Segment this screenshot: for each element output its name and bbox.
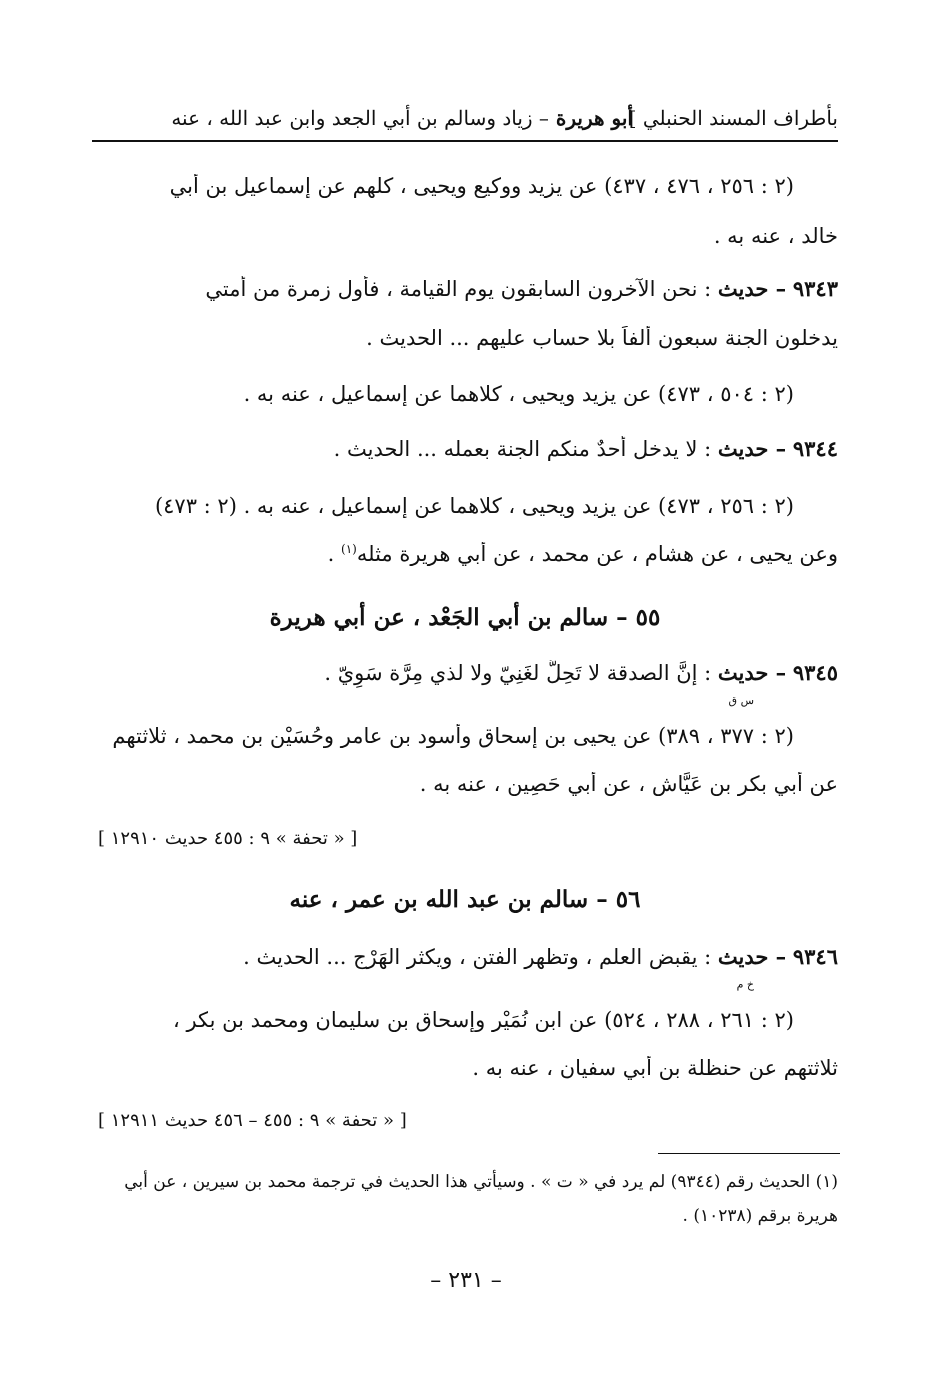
hadith-9343-line-1: [92, 276, 838, 301]
hadith-9345-reference-2: عن أبي بكر بن عَيَّاش ، عن أبي حَصِين ، عنه به .: [419, 772, 838, 796]
tuhfa-citation-9346: [ « تحفة » ٩ : ٤٥٥ – ٤٥٦ حديث ١٢٩١١ ]: [98, 1110, 407, 1131]
reference-end: .: [327, 542, 342, 566]
hadith-number: ٩٣٤٦: [792, 944, 838, 969]
top-reference-line-1: (٢ : ٢٥٦ ، ٤٧٦ ، ٤٣٧) عن يزيد ووكيع ويحيى ، كلهم عن إسماعيل بن أبي: [169, 174, 794, 198]
reference-text: وعن يحيى ، عن هشام ، عن محمد ، عن أبي هريرة مثله: [356, 542, 838, 566]
tuhfa-citation-9345: [ « تحفة » ٩ : ٤٥٥ حديث ١٢٩١٠ ]: [98, 828, 358, 849]
page-number: – ٢٣١ –: [430, 1268, 502, 1293]
header-narrators: – زياد وسالم بن أبي الجعد وابن عبد الله ، عنه: [171, 106, 549, 130]
hadith-9346-line: [92, 944, 838, 990]
hadith-9346-sigla: خ م: [736, 978, 754, 991]
hadith-9343-line-2: يدخلون الجنة سبعون ألفاً بلا حساب عليهم ... الحديث .: [366, 326, 838, 350]
running-header: [92, 100, 838, 142]
footnote-marker: (١): [341, 542, 357, 556]
hadith-text: : نحن الآخرون السابقون يوم القيامة ، فأول زمرة من أمتي: [205, 277, 712, 301]
header-chapter: [171, 106, 633, 130]
hadith-number: ٩٣٤٤: [792, 436, 838, 461]
header-companion: أبو هريرة: [555, 106, 633, 130]
hadith-text: : إنَّ الصدقة لا تَحِلُّ لغَنِيّ ولا لذي مِرَّة سَوِيّ .: [324, 661, 712, 685]
hadith-9344-reference-2: [328, 542, 838, 566]
hadith-9344-line: [92, 436, 838, 461]
header-book-title: بأطراف المسند الحنبلي ]: [628, 106, 838, 130]
hadith-9345-line: [92, 660, 838, 706]
hadith-number: ٩٣٤٣: [792, 276, 838, 301]
footnote-line-1: (١) الحديث رقم (٩٣٤٤) لم يرد في « ت » . وسيأتي هذا الحديث في ترجمة محمد بن سيرين ، عن أبي: [124, 1172, 838, 1192]
hadith-number: ٩٣٤٥: [792, 660, 838, 685]
hadith-9344-reference-1: (٢ : ٢٥٦ ، ٤٧٣) عن يزيد ويحيى ، كلاهما عن إسماعيل ، عنه به . (٢ : ٤٧٣): [154, 494, 794, 518]
hadith-keyword: – حديث: [717, 436, 787, 461]
hadith-keyword: – حديث: [717, 660, 787, 685]
hadith-keyword: – حديث: [717, 276, 787, 301]
hadith-text: : لا يدخل أحدٌ منكم الجنة بعمله ... الحديث .: [333, 437, 712, 461]
hadith-9346-reference-2: ثلاثتهم عن حنظلة بن أبي سفيان ، عنه به .: [472, 1056, 838, 1080]
section-heading-55: ٥٥ – سالم بن أبي الجَعْد ، عن أبي هريرة: [269, 604, 661, 631]
section-heading-56: ٥٦ – سالم بن عبد الله بن عمر ، عنه: [289, 886, 641, 913]
hadith-9345-sigla: س ق: [728, 694, 754, 707]
hadith-9345-reference-1: (٢ : ٣٧٧ ، ٣٨٩) عن يحيى بن إسحاق وأسود بن عامر وحُسَيْن بن محمد ، ثلاثتهم: [112, 724, 794, 748]
footnote-divider: [658, 1153, 840, 1154]
hadith-keyword: – حديث: [717, 944, 787, 969]
hadith-text: : يقبض العلم ، وتظهر الفتن ، ويكثر الهَرْج ... الحديث .: [243, 945, 712, 969]
hadith-9346-reference-1: (٢ : ٢٦١ ، ٢٨٨ ، ٥٢٤) عن ابن نُمَيْر وإسحاق بن سليمان ومحمد بن بكر ،: [172, 1008, 794, 1032]
hadith-9343-reference: (٢ : ٥٠٤ ، ٤٧٣) عن يزيد ويحيى ، كلاهما عن إسماعيل ، عنه به .: [243, 382, 794, 406]
footnote-line-2: هريرة برقم (١٠٢٣٨) .: [682, 1206, 838, 1226]
top-reference-line-2: خالد ، عنه به .: [713, 224, 838, 248]
